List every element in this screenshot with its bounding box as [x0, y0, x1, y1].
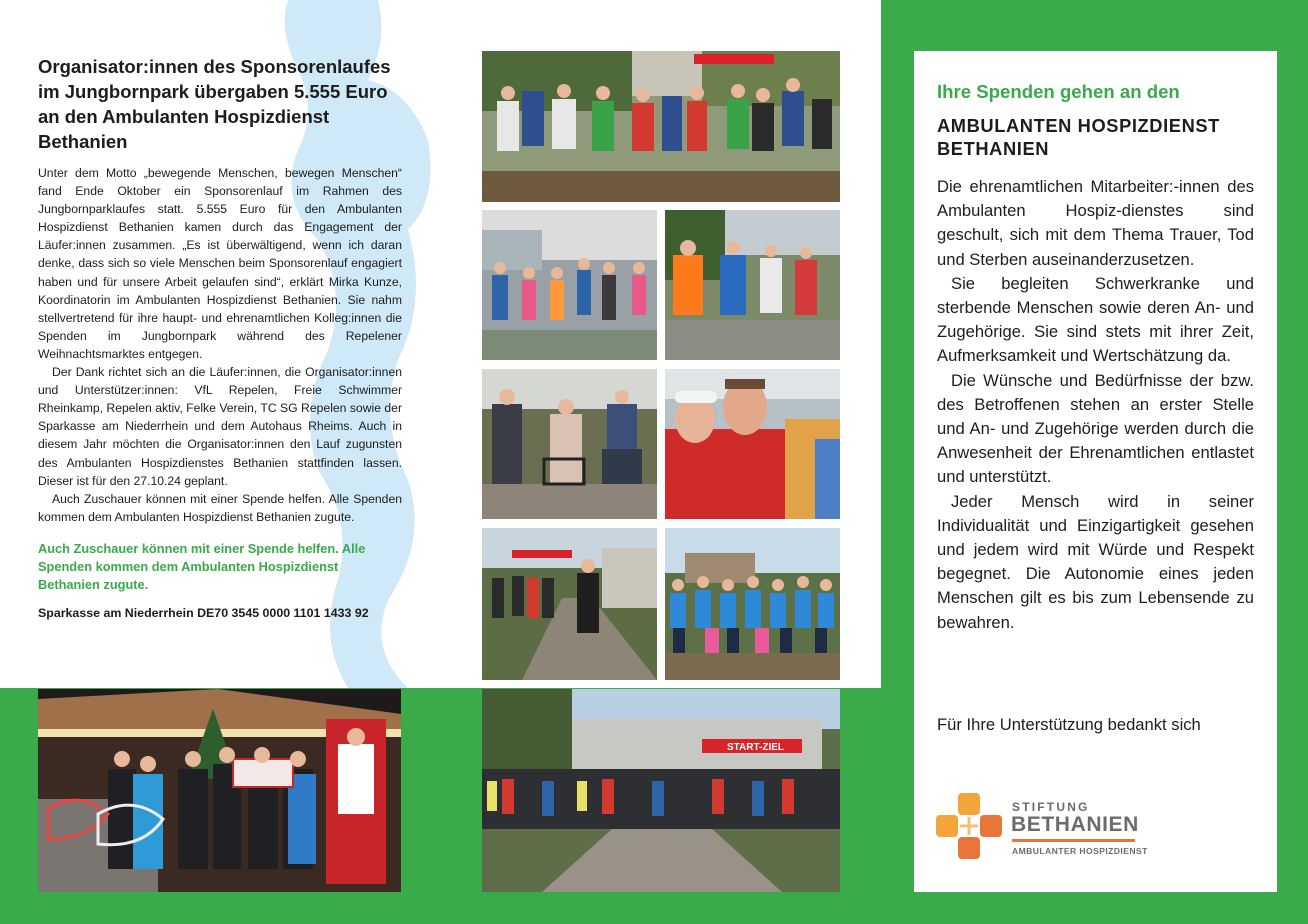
hospice-paragraph-3: Die Wünsche und Bedürfnisse der bzw. des Betroffenen stehen an erster Stelle und An- und Zugehörige werden durch die Anwesenheit der Ehrenamtlichen entlastet und unterstützt.	[937, 370, 1254, 487]
article-paragraph-2: Der Dank richtet sich an die Läufer:innen, die Organisator:innen und Unterstützer:innen: VfL Repelen, Freie Schwimmer Rheinkamp, Repelen aktiv, Felke Verein, TC SG Repelen sowie der Sparkasse am Niederrhein und dem Autohaus Rheims. Auch in diesem Jahr möchten die Organisator:innen den Lauf zugunsten des Ambulanten Hospizdienstes Bethanien stattfinden lassen. Dieser ist für den 27.10.24 geplant.	[38, 365, 402, 488]
donation-callout: Auch Zuschauer können mit einer Spende helfen. Alle Spenden kommen dem Ambulanten Hospizdienst Bethanien zugute.	[38, 540, 366, 592]
start-ziel-banner-text: START-ZIEL	[727, 742, 785, 753]
photo-walkers-with-rollator	[482, 369, 657, 519]
cross-logo-icon	[936, 793, 1002, 859]
stiftung-bethanien-logo	[936, 791, 1146, 863]
article-body	[38, 164, 402, 526]
logo-text-hospizdienst: AMBULANTER HOSPIZDIENST	[1012, 846, 1148, 856]
article-headline: Organisator:innen des Sponsorenlaufes im Jungbornpark übergaben 5.555 Euro an den Ambulanten Hospizdienst Bethanien	[38, 56, 391, 152]
logo-divider	[1012, 839, 1135, 842]
bank-account-line: Sparkasse am Niederrhein DE70 3545 0000 1101 1433 92	[38, 605, 369, 620]
right-info-panel	[914, 51, 1277, 892]
article-paragraph-3: Auch Zuschauer können mit einer Spende helfen. Alle Spenden kommen dem Ambulanten Hospizdienst Bethanien zugute.	[38, 491, 402, 524]
photo-adult-runners	[665, 210, 840, 360]
logo-text-bethanien: BETHANIEN	[1011, 813, 1139, 836]
donation-subtitle: Ihre Spenden gehen an den	[937, 81, 1180, 102]
photo-children-race-start	[482, 51, 840, 202]
hospice-paragraph-2: Sie begleiten Schwerkranke und sterbende Menschen sowie deren An- und Zugehörige. Sie sind stets mit ihrer Zeit, Aufmerksamkeit und Wertschätzung da.	[937, 273, 1254, 366]
photo-start-ziel-crowd	[482, 689, 840, 892]
photo-cheque-handover	[38, 689, 401, 892]
hospice-title: AMBULANTEN HOSPIZDIENST BETHANIEN	[937, 115, 1220, 159]
photo-children-lineup	[482, 210, 657, 360]
article	[38, 54, 402, 620]
photo-two-runners-selfie	[665, 369, 840, 519]
logo-text-stiftung: STIFTUNG	[1012, 800, 1090, 814]
hospice-paragraph-4: Jeder Mensch wird in seiner Individualität und Einzigartigkeit gesehen und jedem wird mit Würde und Respekt begegnet. Die Autonomie eines jeden Menschen gilt es bis zum Lebensende zu bewahren.	[937, 491, 1254, 632]
photo-girls-with-medals	[665, 528, 840, 680]
article-paragraph-1: Unter dem Motto „bewegende Menschen, bewegen Menschen“ fand Ende Oktober ein Sponsorenlauf im Rahmen des Jungbornparklaufes statt. 5.555 Euro für den Ambulanten Hospizdienst Bethanien kamen durch das Engagement der Läufer:innen zusammen. „Es ist überwältigend, wenn ich daran denke, dass sich so viele Menschen beim Sponsorenlauf engagiert haben und für unsere Arbeit gelaufen sind“, erklärt Mirka Kunze, Koordinatorin im Ambulanten Hospizdienst Bethanien. Sie nahm stellvertretend für ihre haupt- und ehrenamtlichen Kolleg:innen die Spenden im Jungbornpark während des Repelener Weihnachtsmarktes entgegen.	[38, 166, 402, 361]
thanks-line: Für Ihre Unterstützung bedankt sich	[937, 715, 1201, 734]
hospice-paragraph-1: Die ehrenamtlichen Mitarbeiter:-innen des Ambulanten Hospiz-dienstes sind geschult, sich mit dem Thema Trauer, Tod und Sterben auseinanderzusetzen.	[937, 177, 1254, 269]
hospice-description	[937, 175, 1254, 635]
photo-runners-on-path	[482, 528, 657, 680]
